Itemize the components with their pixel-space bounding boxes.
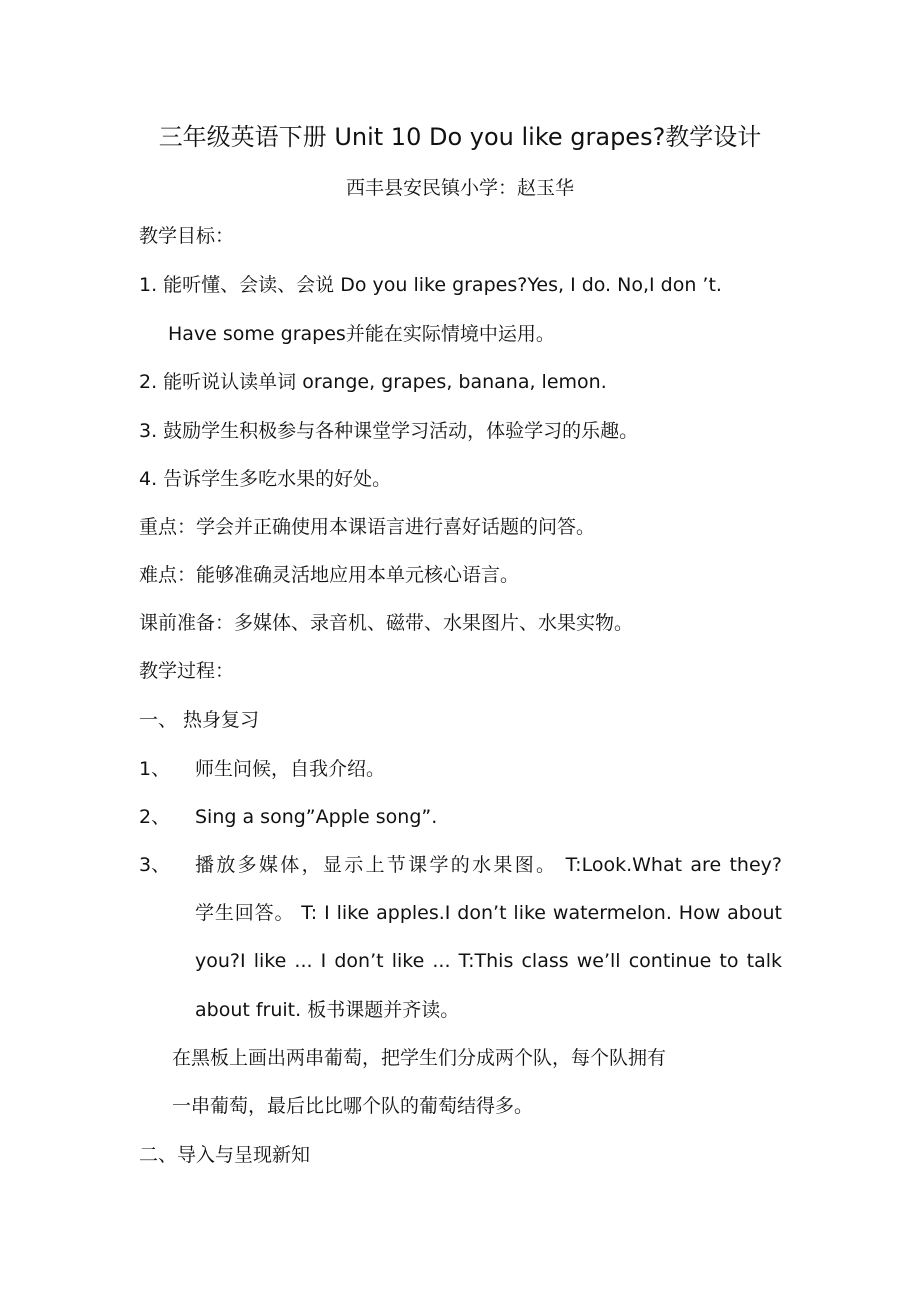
step-3-number: 3、: [139, 854, 171, 876]
process-heading: 教学过程：: [139, 660, 235, 682]
step-3-line-4: about fruit. 板书课题并齐读。: [195, 999, 460, 1021]
activity-line-2: 一串葡萄，最后比比哪个队的葡萄结得多。: [172, 1095, 534, 1117]
step-3-line-1: 播放多媒体，显示上节课学的水果图。 T:Look.What are they?: [195, 854, 782, 876]
step-2-number: 2、: [139, 806, 171, 828]
step-3-line-2: 学生回答。 T: I like apples.I don’t like watermelon. How about: [195, 902, 782, 924]
goal-2: 2. 能听说认读单词 orange, grapes, banana, lemon.: [139, 371, 607, 393]
step-1-text: 师生问候，自我介绍。: [195, 758, 386, 780]
document-title: 三年级英语下册 Unit 10 Do you like grapes?教学设计: [158, 123, 762, 151]
goal-1-line-1: 1. 能听懂、会读、会说 Do you like grapes?Yes, I do. No,I don ’t.: [139, 274, 722, 296]
section-2-heading: 二、导入与呈现新知: [139, 1144, 311, 1166]
step-1-number: 1、: [139, 758, 171, 780]
section-1-heading: 一、 热身复习: [139, 709, 260, 731]
goal-4: 4. 告诉学生多吃水果的好处。: [139, 468, 392, 490]
difficult-point: 难点：能够准确灵活地应用本单元核心语言。: [139, 564, 520, 586]
goals-heading: 教学目标：: [139, 225, 235, 247]
activity-line-1: 在黑板上画出两串葡萄，把学生们分成两个队，每个队拥有: [172, 1047, 667, 1069]
step-2-text: Sing a song”Apple song”.: [195, 806, 438, 828]
goal-1-line-2: Have some grapes并能在实际情境中运用。: [168, 323, 555, 345]
preparation: 课前准备：多媒体、录音机、磁带、水果图片、水果实物。: [139, 612, 634, 634]
step-3-line-3: you?I like ... I don’t like ... T:This class we’ll continue to talk: [195, 950, 782, 972]
goal-3: 3. 鼓励学生积极参与各种课堂学习活动，体验学习的乐趣。: [139, 420, 639, 442]
key-point: 重点：学会并正确使用本课语言进行喜好话题的问答。: [139, 516, 596, 538]
author-line: 西丰县安民镇小学：赵玉华: [345, 177, 574, 199]
